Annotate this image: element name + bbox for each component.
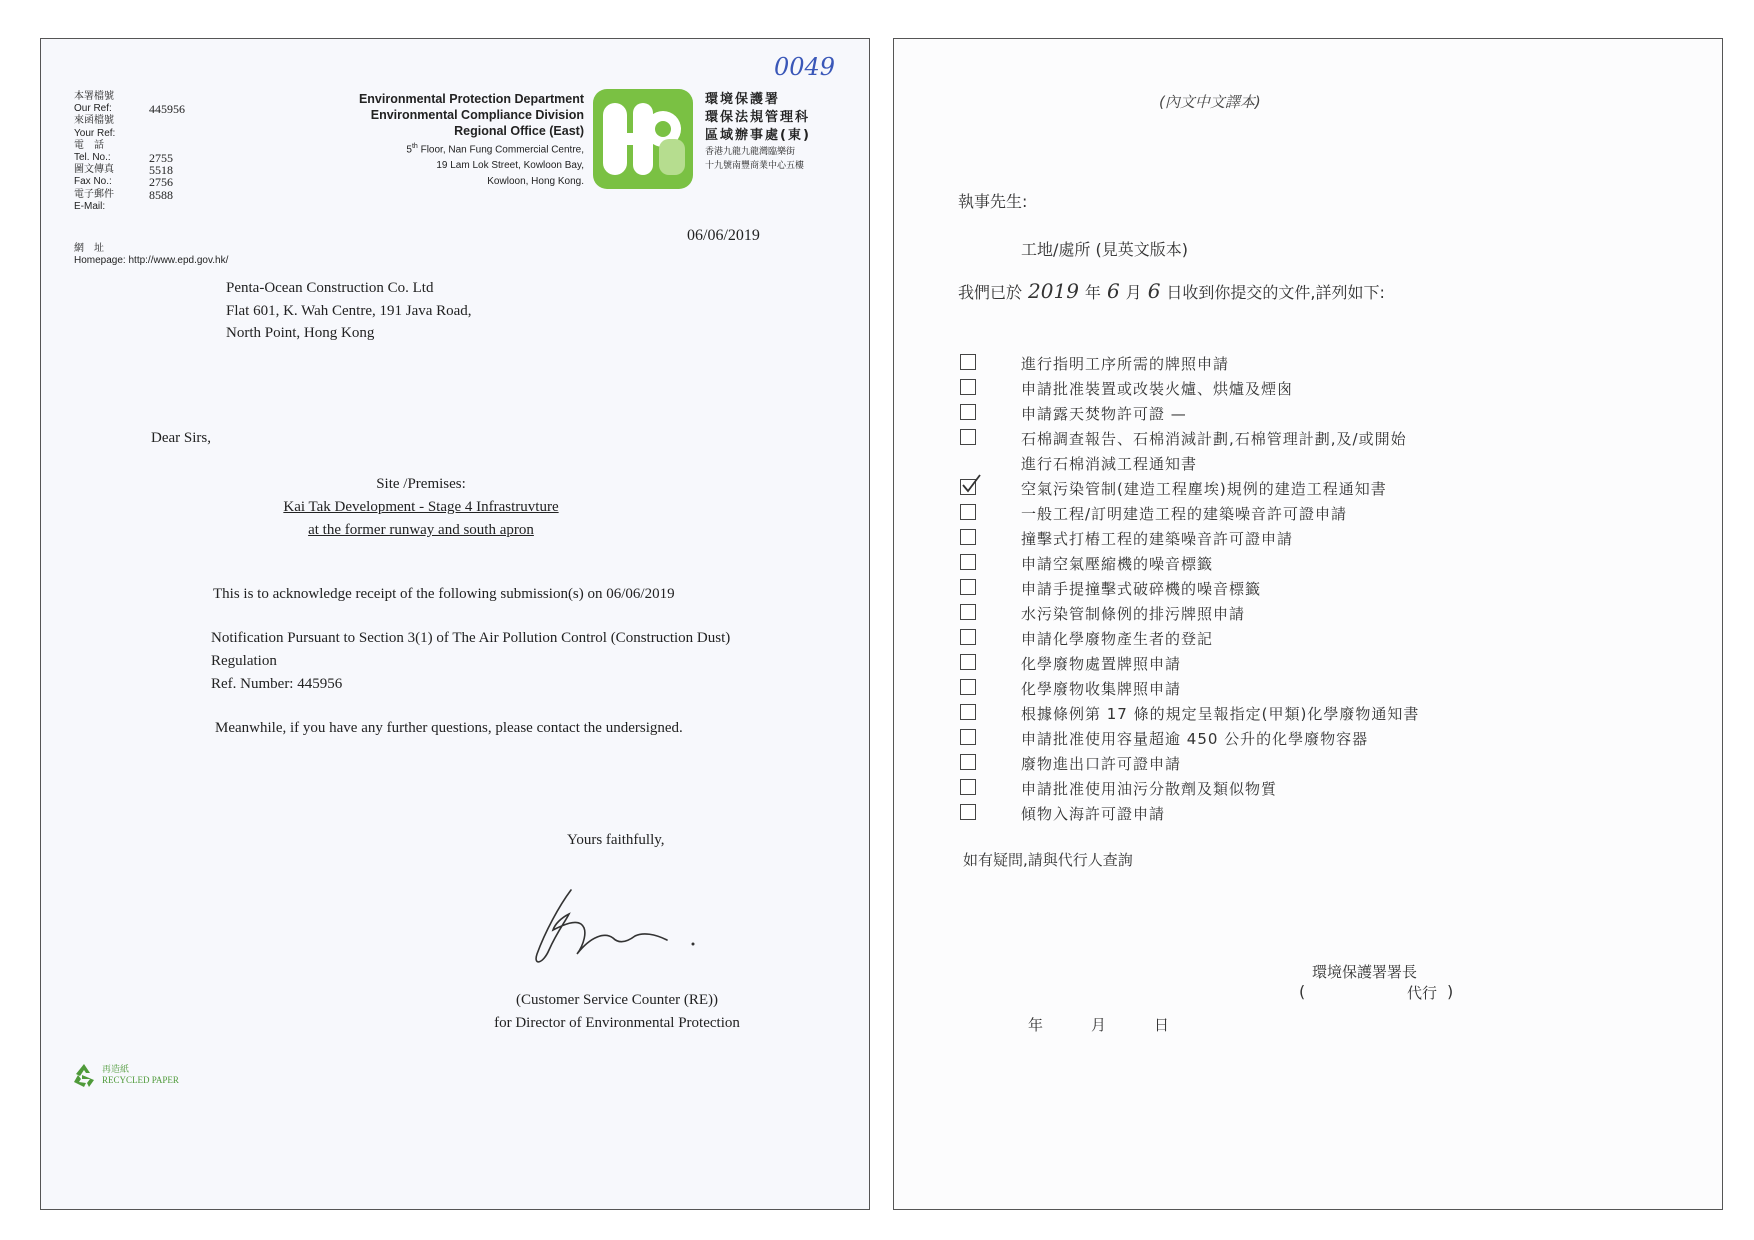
checkbox-icon <box>960 529 976 545</box>
enquiry-note: 如有疑問,請與代行人查詢 <box>963 851 1133 869</box>
checklist-item-label: 申請化學廢物產生者的登記 <box>1021 630 1214 648</box>
checklist-item-label: 申請空氣壓縮機的噪音標籤 <box>1021 555 1214 573</box>
ref-label: Fax No.: <box>74 176 112 188</box>
checkbox-icon <box>960 404 976 420</box>
checkbox-icon <box>960 604 976 620</box>
ref-label: Tel. No.: <box>74 151 111 163</box>
homepage-text: Homepage: http://www.epd.gov.hk/ <box>74 255 229 266</box>
director-title-cn: 環境保護署署長 <box>1312 963 1418 981</box>
signer-block <box>467 989 767 1035</box>
checklist-item-label: 廢物進出口許可證申請 <box>1021 755 1182 773</box>
ref-row <box>74 201 115 213</box>
homepage <box>74 243 228 266</box>
dept-cn-line-1: 環境保護署 <box>705 92 781 107</box>
checklist-item-label: 進行石棉消減工程通知書 <box>1021 455 1198 473</box>
tick-icon <box>960 474 982 496</box>
checklist-item-label: 傾物入海許可證申請 <box>1021 805 1166 823</box>
checkbox-icon <box>960 629 976 645</box>
epd-logo <box>593 89 693 189</box>
checkbox-icon <box>960 379 976 395</box>
chinese-translation-page <box>893 38 1723 1210</box>
date-month-char: 月 <box>1091 1016 1107 1034</box>
dept-line-1: Environmental Protection Department <box>358 92 584 106</box>
dept-line-2: Environmental Compliance Division <box>370 108 584 122</box>
checkbox-icon <box>960 554 976 570</box>
checkbox-icon <box>960 429 976 445</box>
checklist-item-label: 進行指明工序所需的牌照申請 <box>1021 355 1230 373</box>
site-line-1: Kai Tak Development - Stage 4 Infrastruvture <box>283 499 559 515</box>
dept-address-2: 19 Lam Lok Street, Kowloon Bay, <box>436 160 584 172</box>
checklist-item-label: 撞擊式打樁工程的建築噪音許可證申請 <box>1021 530 1294 548</box>
dept-cn-address-1: 香港九龍九龍灣臨樂街 <box>705 147 796 157</box>
site-premises <box>271 473 571 542</box>
checkbox-icon <box>960 779 976 795</box>
ref-value: 2756 8588 <box>149 175 173 202</box>
recipient-address-2: North Point, Hong Kong <box>226 325 375 341</box>
checklist-item-label: 申請批准使用油污分散劑及類似物質 <box>1021 780 1278 798</box>
ref-row <box>74 102 185 117</box>
recycled-en: RECYCLED PAPER <box>102 1075 179 1085</box>
salutation: Dear Sirs, <box>151 430 211 446</box>
checkbox-icon <box>960 354 976 370</box>
dept-address-3: Kowloon, Hong Kong. <box>487 176 584 188</box>
checkbox-icon <box>960 704 976 720</box>
site-label: Site /Premises: <box>376 476 466 492</box>
translation-header: (內文中文譯本) <box>1159 93 1261 111</box>
letter-date: 06/06/2019 <box>687 227 760 244</box>
dept-cn-line-2: 環保法規管理科 <box>705 110 811 125</box>
received-statement: 我們已於 2019 年 6 月 6 日收到你提交的文件,詳列如下: <box>958 279 1385 303</box>
dept-cn-line-3: 區域辦事處(東) <box>705 128 811 143</box>
date-line-cn <box>1028 1014 1217 1035</box>
reference-block <box>74 91 185 213</box>
checklist-item-label: 申請批准裝置或改裝火爐、烘爐及煙囪 <box>1021 380 1294 398</box>
acting-close-paren: ) <box>1447 982 1454 1001</box>
acting-open-paren: ( <box>1299 982 1306 1001</box>
homepage-label-cn: 網 址 <box>74 243 104 254</box>
received-day: 6 <box>1147 279 1161 303</box>
dept-line-3: Regional Office (East) <box>454 124 584 138</box>
ref-value: 445956 <box>149 102 185 117</box>
recipient-company: Penta-Ocean Construction Co. Ltd <box>226 280 434 296</box>
checklist-item-label: 申請批准使用容量超逾 450 公升的化學廢物容器 <box>1021 730 1369 748</box>
checked-box-icon <box>960 479 976 495</box>
ref-label-cn: 圖文傳真 <box>74 164 114 176</box>
ref-value: 2755 5518 <box>149 150 173 178</box>
date-day-char: 日 <box>1154 1016 1170 1034</box>
checklist-item-label: 申請露天焚物許可證 — <box>1021 405 1187 423</box>
acknowledgement-text: This is to acknowledge receipt of the following submission(s) on 06/06/2019 <box>213 586 675 602</box>
handwritten-page-number: 0049 <box>774 53 836 81</box>
submission-details <box>211 627 831 696</box>
recipient-address-1: Flat 601, K. Wah Centre, 191 Java Road, <box>226 302 472 319</box>
closing: Yours faithfully, <box>567 832 665 848</box>
checkbox-icon <box>960 679 976 695</box>
checkbox-icon <box>960 654 976 670</box>
ref-row <box>74 128 115 140</box>
checklist-item-label: 一般工程/訂明建造工程的建築噪音許可證申請 <box>1021 505 1348 523</box>
checklist-item-label: 化學廢物處置牌照申請 <box>1021 655 1182 673</box>
checklist-item-label: 水污染管制條例的排污牌照申請 <box>1021 605 1246 623</box>
received-year: 2019 <box>1028 279 1079 303</box>
checklist-item-label: 根據條例第 17 條的規定呈報指定(甲類)化學廢物通知書 <box>1021 705 1420 723</box>
recipient-address <box>226 277 472 345</box>
ref-label: Your Ref: <box>74 127 116 139</box>
checkbox-icon <box>960 729 976 745</box>
recycled-cn: 再造紙 <box>102 1064 130 1074</box>
site-premises-cn: 工地/處所 (見英文版本) <box>1021 240 1188 259</box>
date-year-char: 年 <box>1028 1016 1044 1034</box>
checklist-item-label: 空氣污染管制(建造工程塵埃)規例的建造工程通知書 <box>1021 480 1387 498</box>
ref-label-cn: 來函檔號 <box>74 115 114 127</box>
checkbox-icon <box>960 804 976 820</box>
notification-line-2: Regulation <box>211 653 277 669</box>
recycled-paper-mark <box>70 1061 179 1089</box>
checkbox-icon <box>960 504 976 520</box>
signer-title: (Customer Service Counter (RE)) <box>515 992 719 1008</box>
reference-number: Ref. Number: 445956 <box>211 676 343 692</box>
acting-label: 代行 <box>1407 984 1438 1002</box>
ref-label-cn: 本署檔號 <box>74 91 114 102</box>
ref-label: Our Ref: <box>74 103 112 115</box>
checkbox-icon <box>960 754 976 770</box>
checklist-item-label: 申請手提撞擊式破碎機的噪音標籤 <box>1021 580 1262 598</box>
signature <box>531 884 721 974</box>
dept-address-1: 5th Floor, Nan Fung Commercial Centre, <box>406 143 584 156</box>
site-line-2: at the former runway and south apron <box>308 522 534 538</box>
english-letter-page <box>40 38 870 1210</box>
signer-for: for Director of Environmental Protection <box>494 1015 740 1031</box>
ref-label: E-Mail: <box>74 200 106 212</box>
notification-line-1: Notification Pursuant to Section 3(1) of The Air Pollution Control (Construction Dust) <box>211 630 731 646</box>
recycle-icon <box>70 1061 98 1089</box>
greeting: 執事先生: <box>958 192 1028 211</box>
checklist-item-label: 石棉調查報告、石棉消減計劃,石棉管理計劃,及/或開始 <box>1021 430 1407 448</box>
ref-label-cn: 電 話 <box>74 139 104 151</box>
contact-note: Meanwhile, if you have any further questions, please contact the undersigned. <box>215 720 683 736</box>
received-month: 6 <box>1106 279 1120 303</box>
checkbox-icon <box>960 579 976 595</box>
department-address <box>359 91 584 190</box>
ref-label-cn: 電子郵件 <box>74 188 114 200</box>
department-chinese <box>705 91 811 173</box>
dept-cn-address-2: 十九號南豐商業中心五樓 <box>705 161 805 171</box>
checklist-item-label: 化學廢物收集牌照申請 <box>1021 680 1182 698</box>
